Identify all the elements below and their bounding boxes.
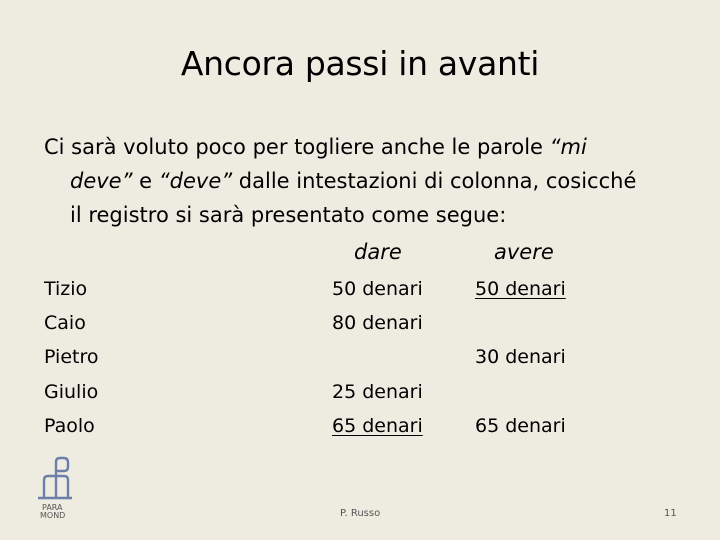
intro-paragraph [44,130,684,232]
footer-author: P. Russo [340,508,381,519]
row-dare: 80 denari [332,312,423,334]
row-name: Pietro [44,346,99,368]
row-name: Caio [44,312,86,334]
slide-number: 11 [664,508,677,519]
column-header-dare: dare [354,240,402,264]
row-dare: 25 denari [332,381,423,403]
ledger-row [0,308,720,342]
intro-line-2-italic-a: deve” [70,169,133,193]
row-avere: 65 denari [475,415,566,437]
ledger-row [0,411,720,445]
row-dare: 65 denari [332,415,423,437]
ledger-row [0,342,720,376]
row-name: Giulio [44,381,99,403]
row-dare: 50 denari [332,278,423,300]
slide-title: Ancora passi in avanti [180,44,540,83]
intro-line-2-italic-b: “deve” [158,169,233,193]
intro-line-1 [44,130,684,164]
logo-text-mond: MOND [40,511,66,520]
intro-line-1-text: Ci sarà voluto poco per togliere anche le parole [44,135,550,159]
row-name: Paolo [44,415,95,437]
logo-text-para: PARA [42,503,63,512]
row-name: Tizio [44,278,88,300]
intro-line-2-mid: e [132,169,159,193]
row-avere: 30 denari [475,346,566,368]
intro-line-2 [44,164,684,198]
ledger-row [0,377,720,411]
intro-line-1-italic: “mi [549,135,587,159]
row-avere: 50 denari [475,278,566,300]
column-header-avere: avere [494,240,554,264]
intro-line-3: il registro si sarà presentato come segue: [70,203,507,227]
ledger-row [0,274,720,308]
intro-line-2-rest: dalle intestazioni di colonna, cosicché [232,169,637,193]
paramond-logo [36,454,74,520]
